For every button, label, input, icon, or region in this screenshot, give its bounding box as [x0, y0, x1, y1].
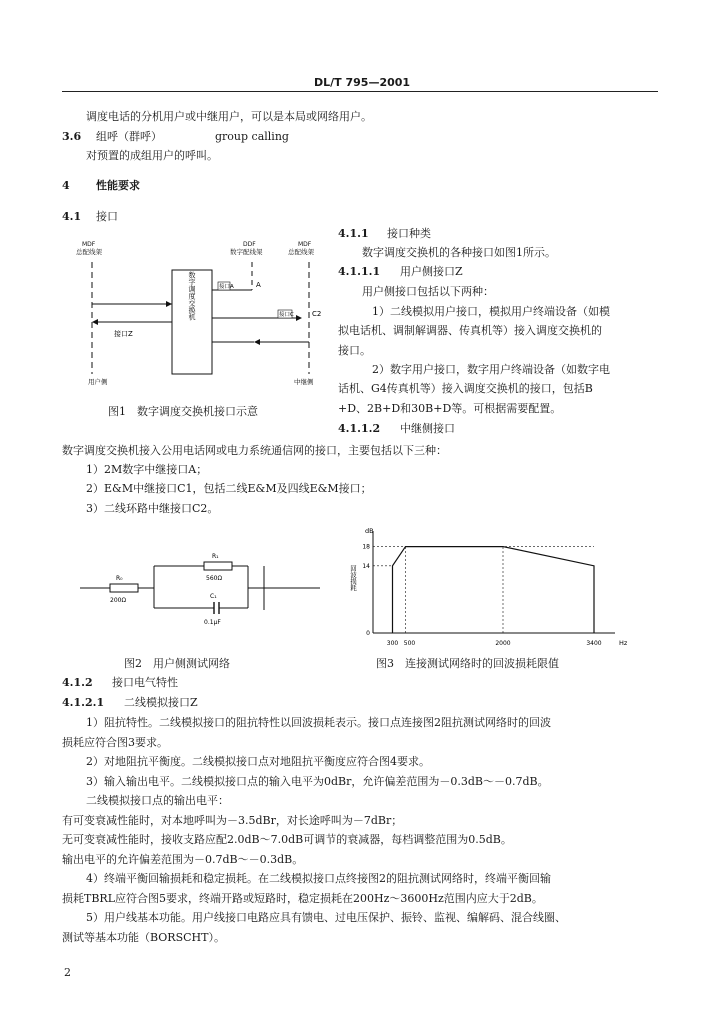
- text-line: 1）二线模拟用户接口，模拟用户终端设备（如模: [372, 305, 610, 318]
- x-tick-label: 2000: [495, 640, 511, 647]
- text-line: 损耗应符合图3要求。: [62, 736, 168, 749]
- header-rule: [62, 91, 658, 92]
- y-tick-label: 18: [362, 543, 370, 551]
- ddf-label: DDF: [243, 241, 256, 248]
- port-z-label: 接口Z: [114, 330, 133, 338]
- section-number: 4.1: [62, 210, 82, 223]
- return-loss-limit-line: [393, 547, 595, 633]
- figure-2-circuit: [70, 540, 330, 640]
- figure-3-caption: 图3 连接测试网络时的回波损耗限值: [376, 657, 559, 670]
- port-a-label: 接口A: [219, 284, 234, 290]
- port-z-arrow-left: [92, 319, 98, 325]
- c2-return-arrow: [254, 339, 260, 345]
- mdf-right-label: MDF: [298, 241, 312, 248]
- y-unit-label: dB: [365, 527, 374, 535]
- figure-2-caption: 图2 用户侧测试网络: [124, 657, 230, 670]
- exchange-label: 数字调度交换机: [188, 271, 196, 321]
- text-line: 2）E&M中继接口C1，包括二线E&M及四线E&M接口；: [86, 482, 372, 495]
- text-line: 损耗TBRL应符合图5要求，终端开路或短路时，稳定损耗在200Hz～3600Hz范围内应大于2dB。: [62, 892, 543, 905]
- resistor-r1: [204, 562, 232, 570]
- section-number: 4.1.1.2: [338, 422, 381, 435]
- section-number: 4: [62, 179, 70, 192]
- section-title: 性能要求: [96, 179, 140, 192]
- text-line: 2）数字用户接口，数字用户终端设备（如数字电: [372, 363, 610, 376]
- text-line: 对预置的成组用户的呼叫。: [86, 149, 218, 162]
- port-c-arrow: [296, 315, 302, 321]
- mdf-right-sub: 总配线架: [288, 248, 314, 256]
- x-tick-label: 300: [386, 640, 399, 647]
- text-line: +D、2B+D和30B+D等。可根据需要配置。: [338, 402, 562, 415]
- section-number: 4.1.2: [62, 676, 93, 689]
- section-title: 用户侧接口Z: [400, 265, 463, 278]
- text-line: 1）2M数字中继接口A；: [86, 463, 208, 476]
- document-id: DL/T 795—2001: [314, 76, 411, 89]
- section-number: 4.1.2.1: [62, 696, 105, 709]
- text-line: 调度电话的分机用户或中继用户，可以是本局或网络用户。: [86, 110, 372, 123]
- a-marker: A: [256, 281, 261, 289]
- r0-value: 200Ω: [110, 597, 127, 604]
- section-title: 接口种类: [387, 227, 431, 240]
- section-number: 4.1.1: [338, 227, 369, 240]
- user-side-label: 用户侧: [88, 378, 108, 386]
- text-line: 5）用户线基本功能。用户线接口电路应具有馈电、过电压保护、振铃、监视、编解码、混合线圈、: [86, 911, 566, 924]
- section-title: 组呼（群呼）: [96, 130, 162, 143]
- text-line: 话机、G4传真机等）接入调度交换机的接口，包括B: [338, 382, 593, 395]
- text-line: 4）终端平衡回输损耗和稳定损耗。在二线模拟接口点终接图2的阻抗测试网络时，终端平衡回输: [86, 872, 551, 885]
- text-line: 1）阻抗特性。二线模拟接口的阻抗特性以回波损耗表示。接口点连接图2阻抗测试网络时的回波: [86, 716, 551, 729]
- text-line: 无可变衰减性能时，接收支路应配2.0dB～7.0dB可调节的衰减器，每档调整范围为0.5dB。: [62, 833, 512, 846]
- c2-marker: C2: [312, 310, 322, 318]
- page-number: 2: [64, 966, 71, 979]
- section-title: 二线模拟接口Z: [124, 696, 198, 709]
- mdf-left-label: MDF: [82, 241, 96, 248]
- resistor-r0: [110, 584, 138, 592]
- text-line: 用户侧接口包括以下两种：: [362, 285, 494, 298]
- text-line: 2）对地阻抗平衡度。二线模拟接口点对地阻抗平衡度应符合图4要求。: [86, 755, 430, 768]
- text-line: 3）输入输出电平。二线模拟接口点的输入电平为0dBr，允许偏差范围为－0.3dB～－0.7dB。: [86, 775, 549, 788]
- ddf-sub: 数字配线架: [230, 248, 263, 256]
- x-tick-label: 3400: [586, 640, 602, 647]
- trunk-side-label: 中继侧: [294, 378, 314, 386]
- port-c-label: 接口C: [279, 312, 294, 318]
- r1-value: 560Ω: [206, 575, 223, 582]
- c1-value: 0.1μF: [204, 619, 221, 626]
- text-line: 有可变衰减性能时，对本地呼叫为－3.5dBr，对长途呼叫为－7dBr；: [62, 814, 403, 827]
- text-line: 二线模拟接口点的输出电平：: [86, 794, 229, 807]
- x-unit-label: Hz: [619, 639, 628, 647]
- y-tick-label: 14: [362, 562, 370, 570]
- y-tick-label: 0: [366, 630, 370, 637]
- r0-label: R₀: [116, 575, 123, 582]
- section-number: 4.1.1.1: [338, 265, 381, 278]
- section-title: 接口: [96, 210, 118, 223]
- section-title: 中继侧接口: [400, 422, 455, 435]
- text-line: 3）二线环路中继接口C2。: [86, 502, 219, 515]
- x-tick-label: 500: [403, 640, 416, 647]
- figure-3-chart: [345, 525, 635, 650]
- figure-1-caption: 图1 数字调度交换机接口示意: [108, 405, 258, 418]
- text-line: 接口。: [338, 344, 371, 357]
- text-line: 测试等基本功能（BORSCHT）。: [62, 931, 225, 944]
- figure-1-diagram: [70, 232, 330, 392]
- section-title: 接口电气特性: [112, 676, 178, 689]
- text-line: 拟电话机、调制解调器、传真机等）接入调度交换机的: [338, 324, 602, 337]
- y-axis-title: 回波损耗: [349, 565, 357, 591]
- text-line: 数字调度交换机的各种接口如图1所示。: [362, 246, 556, 259]
- port-z-arrow-right: [166, 301, 172, 307]
- text-line: 数字调度交换机接入公用电话网或电力系统通信网的接口，主要包括以下三种：: [62, 444, 447, 457]
- r1-label: R₁: [212, 553, 219, 560]
- mdf-left-sub: 总配线架: [76, 248, 102, 256]
- c1-label: C₁: [210, 593, 217, 600]
- section-title-en: group calling: [215, 130, 289, 143]
- text-line: 输出电平的允许偏差范围为－0.7dB～－0.3dB。: [62, 853, 304, 866]
- section-number: 3.6: [62, 130, 82, 143]
